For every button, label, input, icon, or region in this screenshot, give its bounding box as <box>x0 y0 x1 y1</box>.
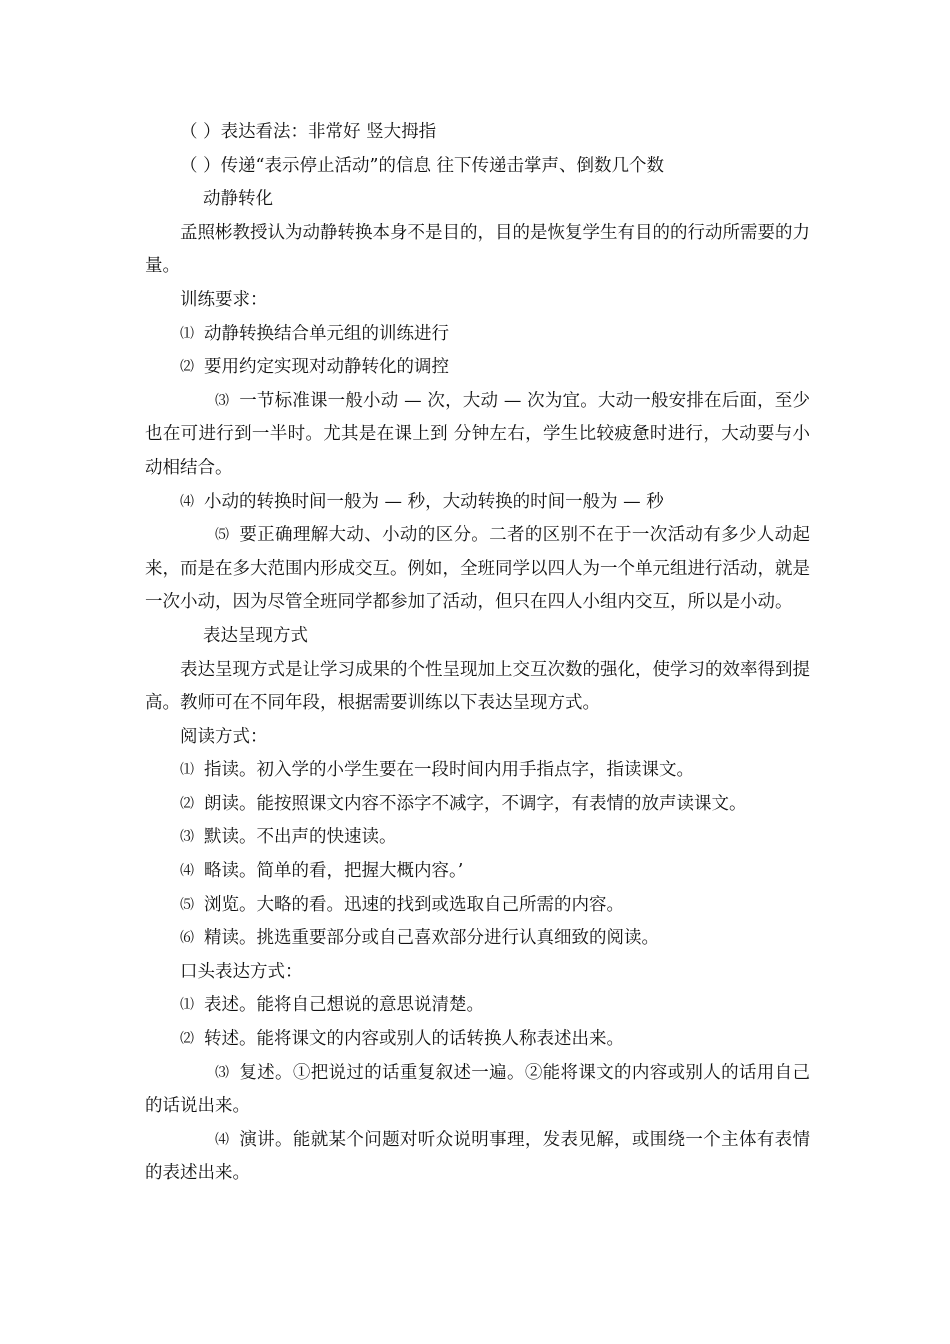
reading-item-4: ⑷ 略读。简单的看，把握大概内容。’ <box>145 855 810 889</box>
item-marker: ⑴ <box>180 997 194 1014</box>
item-marker: ⑴ <box>180 325 194 342</box>
reading-methods-title: 阅读方式： <box>180 726 268 747</box>
reading-item-1: ⑴ 指读。初入学的小学生要在一段时间内用手指点字，指读课文。 <box>145 754 810 788</box>
requirement-item-3: ⑶ 一节标准课一般小动 — 次，大动 — 次为宜。大动一般安排在后面，至少也在可进行到一半时。尤其是在课上到 分钟左右，学生比较疲惫时进行，大动要与小动相结合。 <box>145 385 810 486</box>
item-marker: ⑴ <box>180 762 194 779</box>
requirement-item-2: ⑵ 要用约定实现对动静转化的调控 <box>145 351 810 385</box>
reading-item-2: ⑵ 朗读。能按照课文内容不添字不减字，不调字，有表情的放声读课文。 <box>145 788 810 822</box>
oral-item-1: ⑴ 表述。能将自己想说的意思说清楚。 <box>145 989 810 1023</box>
item-marker: ⑷ <box>180 493 194 510</box>
item-marker: ⑵ <box>180 1031 194 1048</box>
reading-item-3: ⑶ 默读。不出声的快速读。 <box>145 821 810 855</box>
training-requirements-title: 训练要求： <box>180 289 268 310</box>
paragraph-biaoda: 表达呈现方式是让学习成果的个性呈现加上交互次数的强化，使学习的效率得到提高。教师可在不同年段，根据需要训练以下表达呈现方式。 <box>145 659 810 714</box>
requirement-item-4: ⑷ 小动的转换时间一般为 — 秒，大动转换的时间一般为 — 秒 <box>145 486 810 520</box>
reading-item-5: ⑸ 浏览。大略的看。迅速的找到或选取自己所需的内容。 <box>145 889 810 923</box>
document-body <box>145 116 810 1191</box>
bracket-line-1: （ ）表达看法：非常好 竖大拇指 <box>180 122 437 142</box>
bracket-line-2: （ ）传递“表示停止活动”的信息 往下传递击掌声、倒数几个数 <box>180 155 665 176</box>
heading-dongjing: 动静转化 <box>203 189 273 210</box>
item-marker: ⑶ <box>215 392 229 409</box>
oral-item-4: ⑷ 演讲。能就某个问题对听众说明事理，发表见解，或围绕一个主体有表情的表述出来。 <box>145 1124 810 1191</box>
item-marker: ⑵ <box>180 359 194 376</box>
item-marker: ⑹ <box>180 930 194 947</box>
requirement-item-1: ⑴ 动静转换结合单元组的训练进行 <box>145 318 810 352</box>
item-marker: ⑸ <box>180 896 194 913</box>
oral-item-2: ⑵ 转述。能将课文的内容或别人的话转换人称表述出来。 <box>145 1023 810 1057</box>
requirement-item-5: ⑸ 要正确理解大动、小动的区分。二者的区别不在于一次活动有多少人动起来，而是在多大范围内形成交互。例如，全班同学以四人为一个单元组进行活动，就是一次小动，因为尽管全班同学都参加了活动，但只在四人小组内交互，所以是小动。 <box>145 519 810 620</box>
item-marker: ⑶ <box>180 829 194 846</box>
oral-item-3: ⑶ 复述。①把说过的话重复叙述一遍。②能将课文的内容或别人的话用自己的话说出来。 <box>145 1057 810 1124</box>
item-marker: ⑵ <box>180 795 194 812</box>
oral-methods-title: 口头表达方式： <box>180 961 303 982</box>
item-marker: ⑷ <box>215 1131 229 1148</box>
reading-item-6: ⑹ 精读。挑选重要部分或自己喜欢部分进行认真细致的阅读。 <box>145 922 810 956</box>
item-marker: ⑸ <box>215 527 229 544</box>
item-marker: ⑶ <box>215 1064 229 1081</box>
item-marker: ⑷ <box>180 863 194 880</box>
heading-biaoda: 表达呈现方式 <box>203 625 308 646</box>
paragraph-meng: 孟照彬教授认为动静转换本身不是目的，目的是恢复学生有目的的行动所需要的力量。 <box>145 222 810 277</box>
